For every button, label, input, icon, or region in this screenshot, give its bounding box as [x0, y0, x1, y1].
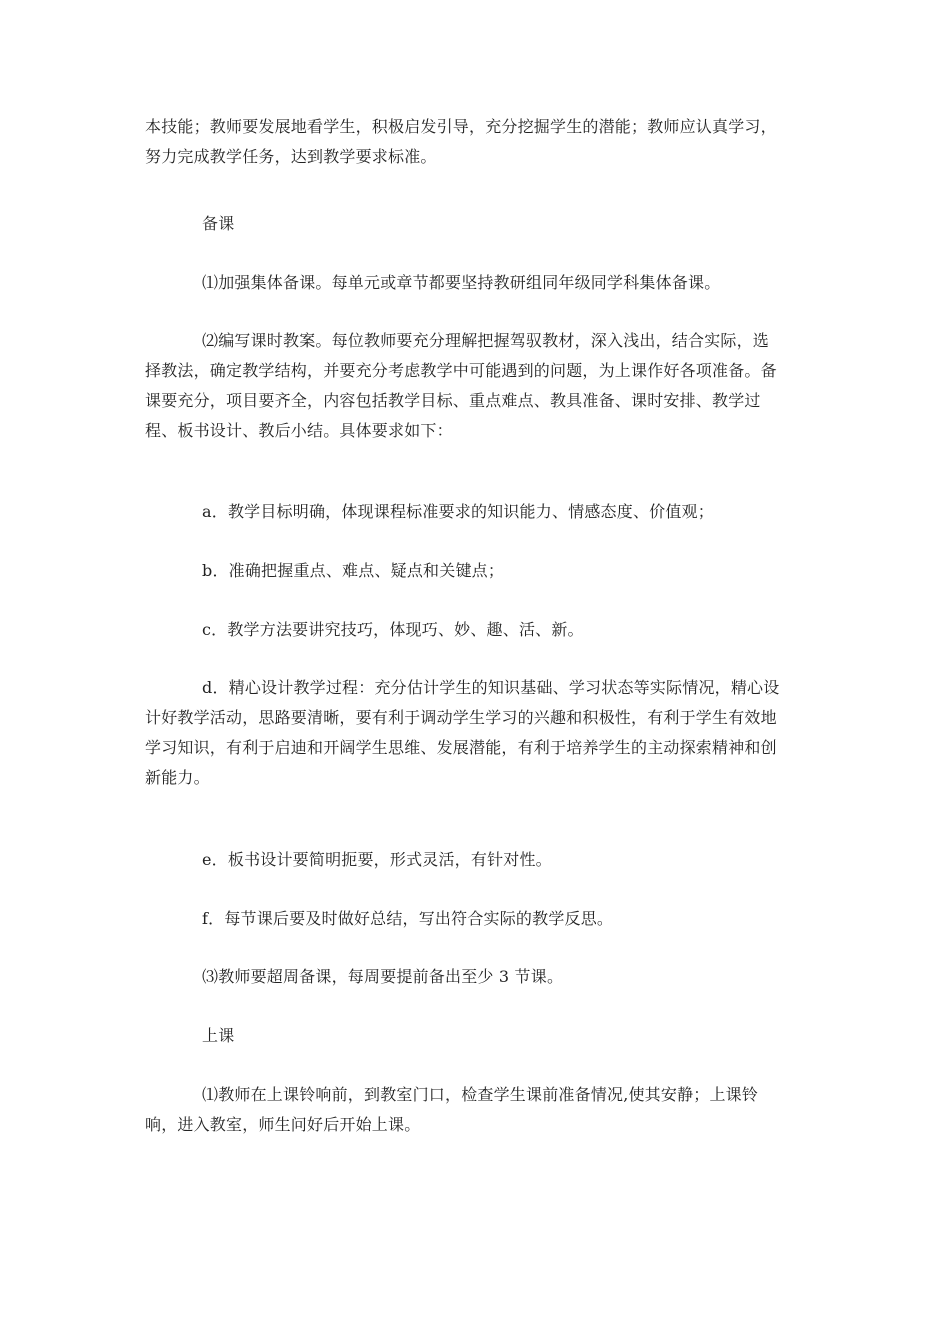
paragraph-line: 计好教学活动，思路要清晰，要有利于调动学生学习的兴趣和积极性，有利于学生有效地: [145, 708, 777, 727]
paragraph-line: 程、板书设计、教后小结。具体要求如下：: [145, 421, 453, 440]
paragraph-line: ⑶教师要超周备课，每周要提前备出至少 3 节课。: [202, 967, 564, 986]
paragraph-line: ⑴加强集体备课。每单元或章节都要坚持教研组同年级同学科集体备课。: [202, 273, 721, 292]
heading-text: 上课: [202, 1026, 235, 1045]
paragraph-line: 课要充分，项目要齐全，内容包括教学目标、重点难点、教具准备、课时安排、教学过: [145, 391, 761, 410]
paragraph-line: ⑴教师在上课铃响前，到教室门口，检查学生课前准备情况,使其安静；上课铃: [202, 1085, 759, 1104]
list-item-c: [145, 615, 815, 645]
paragraph-line: f．每节课后要及时做好总结，写出符合实际的教学反思。: [202, 909, 614, 928]
list-item-a: [145, 497, 815, 527]
paragraph-line: 学习知识，有利于启迪和开阔学生思维、发展潜能，有利于培养学生的主动探索精神和创: [145, 738, 777, 757]
list-item-b: [145, 556, 815, 586]
paragraph-line: c．教学方法要讲究技巧，体现巧、妙、趣、活、新。: [202, 620, 584, 639]
paragraph-line: 新能力。: [145, 768, 210, 787]
intro-paragraph: [145, 112, 815, 172]
section-heading-prep: [145, 209, 815, 239]
prep-item-3: [145, 962, 815, 992]
paragraph-line: 响，进入教室，师生问好后开始上课。: [145, 1115, 421, 1134]
section-heading-class: [145, 1021, 815, 1051]
paragraph-line: 本技能；教师要发展地看学生，积极启发引导，充分挖掘学生的潜能；教师应认真学习，: [145, 117, 777, 136]
paragraph-line: a．教学目标明确，体现课程标准要求的知识能力、情感态度、价值观；: [202, 502, 714, 521]
paragraph-line: 努力完成教学任务，达到教学要求标准。: [145, 147, 437, 166]
heading-text: 备课: [202, 214, 235, 233]
prep-item-1: [145, 268, 815, 298]
paragraph-line: b．准确把握重点、难点、疑点和关键点；: [202, 561, 505, 580]
paragraph-line: e．板书设计要简明扼要，形式灵活，有针对性。: [202, 850, 552, 869]
paragraph-line: ⑵编写课时教案。每位教师要充分理解把握驾驭教材，深入浅出，结合实际，选: [202, 331, 770, 350]
class-item-1: [145, 1080, 815, 1140]
paragraph-line: d．精心设计教学过程：充分估计学生的知识基础、学习状态等实际情况，精心设: [202, 678, 780, 697]
paragraph-line: 择教法，确定教学结构，并要充分考虑教学中可能遇到的问题，为上课作好各项准备。备: [145, 361, 777, 380]
list-item-e: [145, 845, 815, 875]
list-item-f: [145, 904, 815, 934]
prep-item-2: [145, 326, 815, 446]
list-item-d: [145, 673, 815, 793]
